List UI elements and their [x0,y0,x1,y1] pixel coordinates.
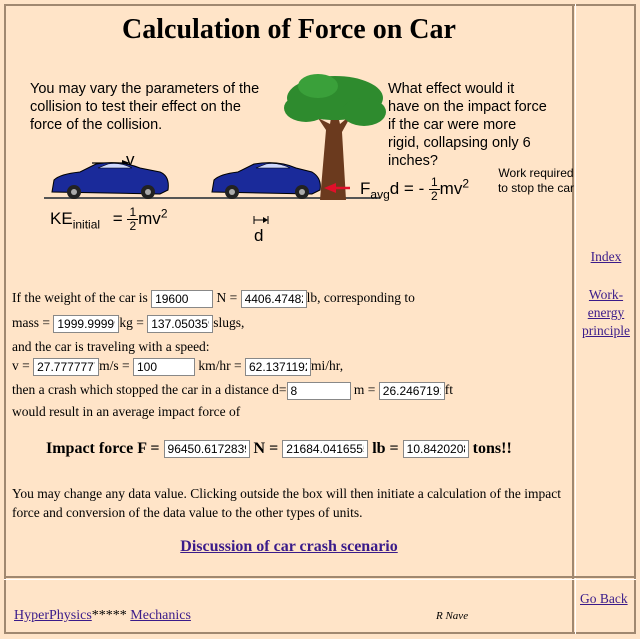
instructions-note: You may change any data value. Clicking outside the box will then initiate a calculation of the impact force and conversion of the data value to the other types of units. [12,486,561,520]
distance-row: then a crash which stopped the car in a distance d=8 m = 26.2467191 ft [12,382,453,400]
weight-row: If the weight of the car is 19600 N = 4406.47482 lb, corresponding to [12,290,415,308]
mass-kg-input[interactable] [53,315,119,333]
speed-kmh-input[interactable] [133,358,195,376]
intro-left-text: You may vary the parameters of the collision to test their effect on the force of the collision. [30,81,260,133]
weight-pounds-input[interactable] [241,290,307,308]
weight-newtons-input[interactable] [151,290,213,308]
velocity-label: v [126,150,135,169]
speed-ms-input[interactable] [33,358,99,376]
mass-slugs-input[interactable] [147,315,213,333]
impact-force-row: Impact force F = 96450.6172839 N = 21684.0416555 lb = 10.8420208 tons!! [46,440,512,458]
discussion-link[interactable]: Discussion of car crash scenario [180,538,398,555]
go-back-link[interactable]: Go Back [580,591,628,606]
work-label: Work required to stop the car [497,166,575,195]
intro-right-text: What effect would it have on the impact force if the car were more rigid, collapsing only 6 inches? [388,81,547,169]
speed-row: v = 27.7777777 m/s = 100 km/hr = 62.1371192 mi/hr, [12,358,343,376]
work-energy-link[interactable]: Work-energy principle [582,287,630,338]
mass-row: mass = 1999.99999 kg = 137.050359 slugs, [12,315,244,333]
footer-divider [4,576,636,580]
car-crashed [212,163,320,199]
impact-tons-input[interactable] [403,440,469,458]
index-link[interactable]: Index [590,249,622,264]
distance-ft-input[interactable] [379,382,445,400]
impact-pounds-input[interactable] [282,440,368,458]
car-moving [52,163,168,199]
impact-newtons-input[interactable] [164,440,250,458]
page-title: Calculation of Force on Car [122,14,456,45]
speed-intro: and the car is traveling with a speed: [12,339,210,354]
hyperphysics-link[interactable]: HyperPhysics [14,608,92,623]
author-credit: R Nave [436,610,469,622]
distance-m-input[interactable] [287,382,351,400]
distance-label: d [254,226,264,245]
ke-formula: $KE_{initial}$ = $\frac{1}{2}$ $mv^2$ [50,205,168,233]
result-intro: would result in an average impact force of [12,404,241,419]
footer-nav: HyperPhysics***** Mechanics [14,608,191,623]
speed-mih-input[interactable] [245,358,311,376]
mechanics-link[interactable]: Mechanics [130,608,191,623]
work-formula: $F_{avg}d$ = - $\frac{1}{2}$ $mv^2$ [360,175,470,203]
